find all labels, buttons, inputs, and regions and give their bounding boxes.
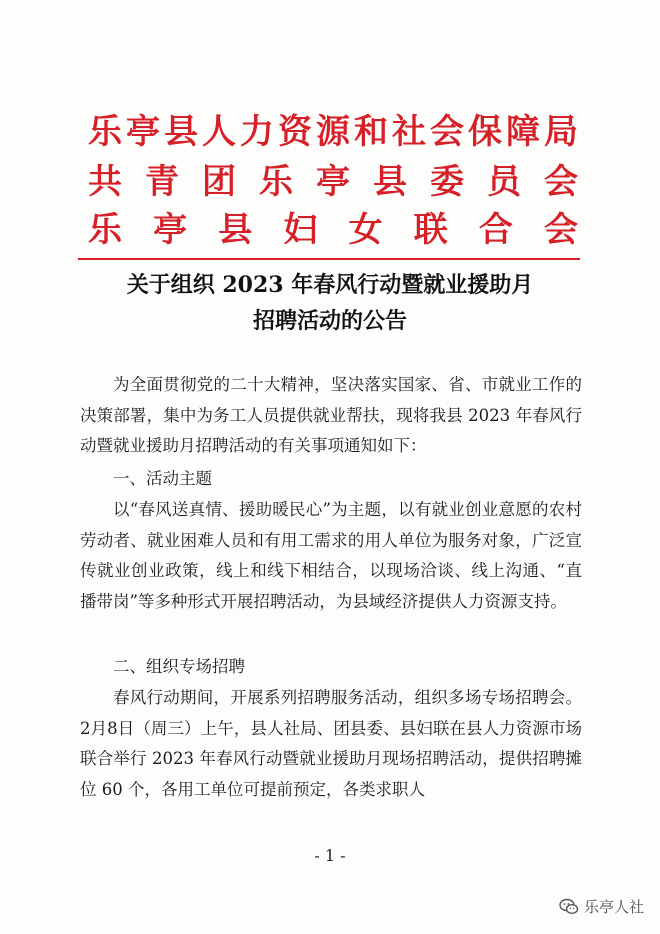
header-divider [78, 258, 580, 260]
document-title-line-2: 招聘活动的公告 [252, 308, 407, 334]
org-name-womens-federation: 乐亭县妇女联合会 [88, 210, 578, 250]
wechat-icon [559, 898, 579, 916]
org-name-youth-league: 共青团乐亭县委员会 [88, 162, 578, 202]
page-number: - 1 - [314, 846, 346, 865]
section-heading-recruitment: 二、组织专场招聘 [113, 657, 245, 676]
watermark-label: 乐亭人社 [583, 898, 644, 916]
org-name-hrss-bureau: 乐亭县人力资源和社会保障局 [88, 112, 578, 152]
section-heading-theme: 一、活动主题 [113, 469, 212, 488]
section-paragraph-recruitment: 春风行动期间，开展系列招聘服务活动，组织多场专场招聘会。2月8日（周三）上午，县人社局、团县委、县妇联在县人力资源市场联合举行 2023 年春风行动暨就业援助月现场招聘活动，提供招聘摊位 60 个，各用工单位可提前预定，各类求职人 [80, 688, 582, 799]
source-watermark [559, 896, 644, 917]
document-title-line-1: 关于组织 2023 年春风行动暨就业援助月 [126, 272, 534, 298]
intro-paragraph: 为全面贯彻党的二十大精神，坚决落实国家、省、市就业工作的决策部署，集中为务工人员提供就业帮扶，现将我县 2023 年春风行动暨就业援助月招聘活动的有关事项通知如下： [80, 375, 582, 455]
section-paragraph-theme: 以“春风送真情、援助暖民心”为主题，以有就业创业意愿的农村劳动者、就业困难人员和有用工需求的用人单位为服务对象，广泛宣传就业创业政策，线上和线下相结合，以现场洽谈、线上沟通、“直播带岗”等多种形式开展招聘活动，为县域经济提供人力资源支持。 [80, 500, 582, 611]
